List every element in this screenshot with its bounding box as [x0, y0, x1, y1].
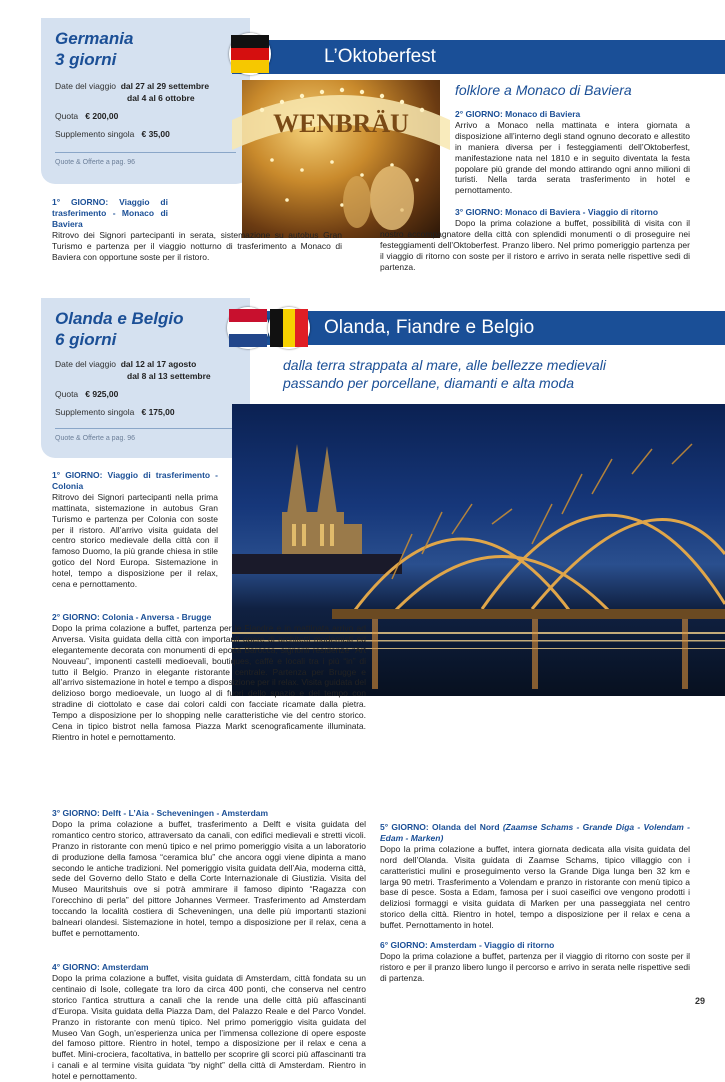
germany-day1-text: Ritrovo dei Signori partecipanti in serata, sistemazione su autobus Gran Turismo e partenza per il viaggio notturno di trasferimento a Monaco di Baviera con opportune soste per il ristoro.: [52, 230, 342, 262]
germany-supplement-label: Supplemento singola: [55, 129, 135, 139]
benelux-day1-block: [52, 470, 218, 590]
germany-duration: 3 giorni: [55, 50, 117, 69]
germany-day1-text-block: [52, 230, 342, 263]
benelux-day6-title: 6° GIORNO: Amsterdam - Viaggio di ritorno: [380, 940, 555, 950]
benelux-info-box: [41, 298, 250, 458]
benelux-day6-text: Dopo la prima colazione a buffet, partenza per il viaggio di ritorno con soste per il ristoro e per il pranzo libero lungo il percorso e arrivo in serata nelle rispettive sedi di partenza.: [380, 950, 690, 983]
belgium-flag-icon: [268, 307, 310, 349]
germany-day2-text: Arrivo a Monaco nella mattinata e intera giornata a disposizione all’interno degli stand ognuno decorato e allestito in maniera diversa per i festeggiamenti dell’Oktoberfest, manifestazione nata nel 1810 e in seguito diventata la festa popolare più grande del mondo attirando ogni anno milioni di turisti. Nella tarda serata trasferimento in hotel e pernottamento.: [455, 119, 690, 196]
benelux-day4-text: Dopo la prima colazione a buffet, visita guidata di Amsterdam, città fondata su un centinaio di Isole, collegate tra loro da circa 400 ponti, che conserva nel centro storico l’antica struttura a canali che la rende una delle città più affascinanti d’Europa. Visita guidata della Piazza Dam, del Palazzo Reale e del Parco Vondel. Pranzo in ristorante con menù tipico. Nel primo pomeriggio visita guidata del Museo Van Gogh, un’esperienza unica per l’immensa collezione di opere esposte del famoso pittore. Rientro in hotel, tempo a disposizione per il relax e cena a buffet. Mini-crociera, facoltativa, in battello per scoprire gli scorci più affascinanti tra i canali e al termine visita guidata “by night” della città di Amsterdam. Rientro in hotel e pernottamento.: [52, 973, 366, 1082]
benelux-day3-block: [52, 808, 366, 939]
benelux-duration: 6 giorni: [55, 330, 117, 349]
benelux-dates-row: [55, 358, 236, 370]
germany-flag-icon: [229, 33, 271, 75]
benelux-day4-text-block: [52, 973, 366, 1082]
benelux-subtitle-2: passando per porcellane, diamanti e alta moda: [283, 375, 575, 391]
benelux-day1-text: Ritrovo dei Signori partecipanti nella prima mattinata, sistemazione in autobus Gran Turismo e partenza per Colonia con soste per il ristoro. All’arrivo visita guidata del centro storico medievale della città con il famoso Duomo, la più grande chiesa in stile gotico del Nord Europa. Sistemazione in hotel, tempo a disposizione per il relax, cena e pernottamento.: [52, 491, 218, 590]
germany-day2-block: [455, 109, 690, 196]
benelux-day5-text: Dopo la prima colazione a buffet, intera giornata dedicata alla visita guidata del nord dell’Olanda. Visita guidata di Zaamse Schams, tipico villaggio con i caratteristici mulini e proseguimento verso la Grande Diga lunga ben 32 km e larga 90 metri. Trasferimento a Volendam e pranzo in ristorante con menù tipico a base di pesce. Sosta a Edam, famosa per i suoi caseifici ove vengono prodotti i deliziosi formaggi e visita guidata di Marken per una passeggiata nel centro storico della città. Rientro in hotel, tempo a disposizione per il relax e cena a buffet. Pernottamento in hotel.: [380, 843, 690, 931]
benelux-day3-title: 3° GIORNO: Delft - L’Aia - Scheveningen - Amsterdam: [52, 808, 269, 818]
germany-dates-2: dal 4 al 6 ottobre: [127, 93, 195, 103]
benelux-dates-2: dal 8 al 13 settembre: [127, 371, 211, 381]
germany-supplement-value: € 35,00: [141, 129, 170, 139]
benelux-dates-label: Date del viaggio: [55, 359, 116, 369]
benelux-destination: Olanda e Belgio: [55, 309, 184, 328]
benelux-day5-title: 5° GIORNO: Olanda del Nord: [380, 822, 500, 832]
germany-day3-block: [380, 207, 690, 272]
benelux-day2-text: Dopo la prima colazione a buffet, partenza per le Fiandre e in mattinata arrivo ad Anversa. Visita guidata della città con importanti opere di architetti modernisti ed elegantemente decorata con monumenti di epoca Barocca, signorili residenze “Art Nouveau”, imponenti castelli medioevali, boutiques, caffè e locali tra i più “in” di tutto il Belgio. Pranzo in elegante ristorante centrale. Partenza per Brugge e all’arrivo sistemazione in hotel e tempo a disposizione per il relax. Visita guidata del delizioso borgo medioevale, un luogo al di fuori dello spazio e del tempo con stradine di ciottolato e case dai colori caldi con facciate ricamate dalla pietra. Tempo a disposizione per lo shopping nelle caratteristiche vie del centro storico. Cena in tipico bistrot nella famosa Piazza Markt scenograficamente illuminata. Rientro in hotel e pernottamento.: [52, 622, 366, 742]
benelux-quota-label: Quota: [55, 389, 79, 399]
benelux-day5-title-italic: (Zaamse Schams - Grande Diga - Volendam - Edam - Marken): [380, 822, 690, 843]
germany-dates-row: [55, 80, 236, 92]
germany-day2-title: 2° GIORNO: Monaco di Baviera: [455, 109, 581, 119]
benelux-banner: Olanda, Fiandre e Belgio: [232, 311, 725, 345]
germany-dates-1: dal 27 al 29 settembre: [120, 81, 210, 91]
benelux-supplement-label: Supplemento singola: [55, 407, 135, 417]
germany-day1-block: [52, 197, 168, 230]
benelux-day1-title: 1° GIORNO: Viaggio di trasferimento - Colonia: [52, 470, 218, 491]
benelux-supplement-value: € 175,00: [141, 407, 175, 417]
germany-quota-value: € 200,00: [85, 111, 119, 121]
benelux-quota-value: € 925,00: [85, 389, 119, 399]
germany-offers-note: Quote & Offerte a pag. 96: [55, 152, 236, 166]
benelux-day5-block: [380, 822, 690, 931]
germany-quota-label: Quota: [55, 111, 79, 121]
germany-day3-title: 3° GIORNO: Monaco di Baviera - Viaggio di ritorno: [455, 207, 659, 217]
benelux-subtitle-1: dalla terra strappata al mare, alle bellezze medievali: [283, 357, 606, 373]
benelux-day6-block: [380, 940, 690, 984]
netherlands-flag-icon: [227, 307, 269, 349]
benelux-day2-block: [52, 612, 366, 743]
oktoberfest-sign-text: WENBRÄU: [273, 109, 409, 138]
benelux-offers-note: Quote & Offerte a pag. 96: [55, 428, 236, 442]
germany-info-box: [41, 18, 250, 184]
benelux-day2-title: 2° GIORNO: Colonia - Anversa - Brugge: [52, 612, 212, 622]
benelux-day4-title: 4° GIORNO: Amsterdam: [52, 962, 149, 972]
germany-day3-text: Dopo la prima colazione a buffet, possibilità di visita con il nostro accompagnatore della città con splendidi monumenti o di proseguire nei festeggiamenti dell’Oktoberfest. Pranzo libero. Nel primo pomeriggio partenza per il viaggio di ritorno con soste per il ristoro e arrivo in serata nelle rispettive sedi di partenza.: [380, 217, 690, 272]
germany-subtitle: folklore a Monaco di Baviera: [455, 82, 632, 98]
germany-dates-label: Date del viaggio: [55, 81, 116, 91]
germany-banner: L’Oktoberfest: [232, 40, 725, 74]
benelux-dates-1: dal 12 al 17 agosto: [120, 359, 197, 369]
benelux-day3-text: Dopo la prima colazione a buffet, trasferimento a Delft e visita guidata del romantico centro storico, attraversato da canali, con edifici medievali e stretti vicoli. Pranzo in ristorante con menù tipico e nel primo pomeriggio visita a un laboratorio di produzione della famosa “ceramica blu” che ancora oggi viene dipinta a mano secondo le antiche tradizioni. Nel pomeriggio visita guidata dell’Aia, moderna città, sede del Governo dello Stato e della Corte Internazionale di Giustizia. Visita del Museo Mauritshuis ove si potrà ammirare il famoso dipinto “Ragazza con l’orecchino di perla” del pittore Johannes Vermeer. Trasferimento ad Amsterdam toccando la località costiera di Scheveningen, una delle più importanti stazioni balneari olandesi. Sistemazione in hotel, tempo a disposizione per il relax, cena a buffet e pernottamento.: [52, 818, 366, 938]
germany-day1-title: 1° GIORNO: Viaggio di trasferimento - Monaco di Baviera: [52, 197, 168, 229]
page-number: 29: [694, 996, 705, 1006]
germany-destination: Germania: [55, 29, 134, 48]
